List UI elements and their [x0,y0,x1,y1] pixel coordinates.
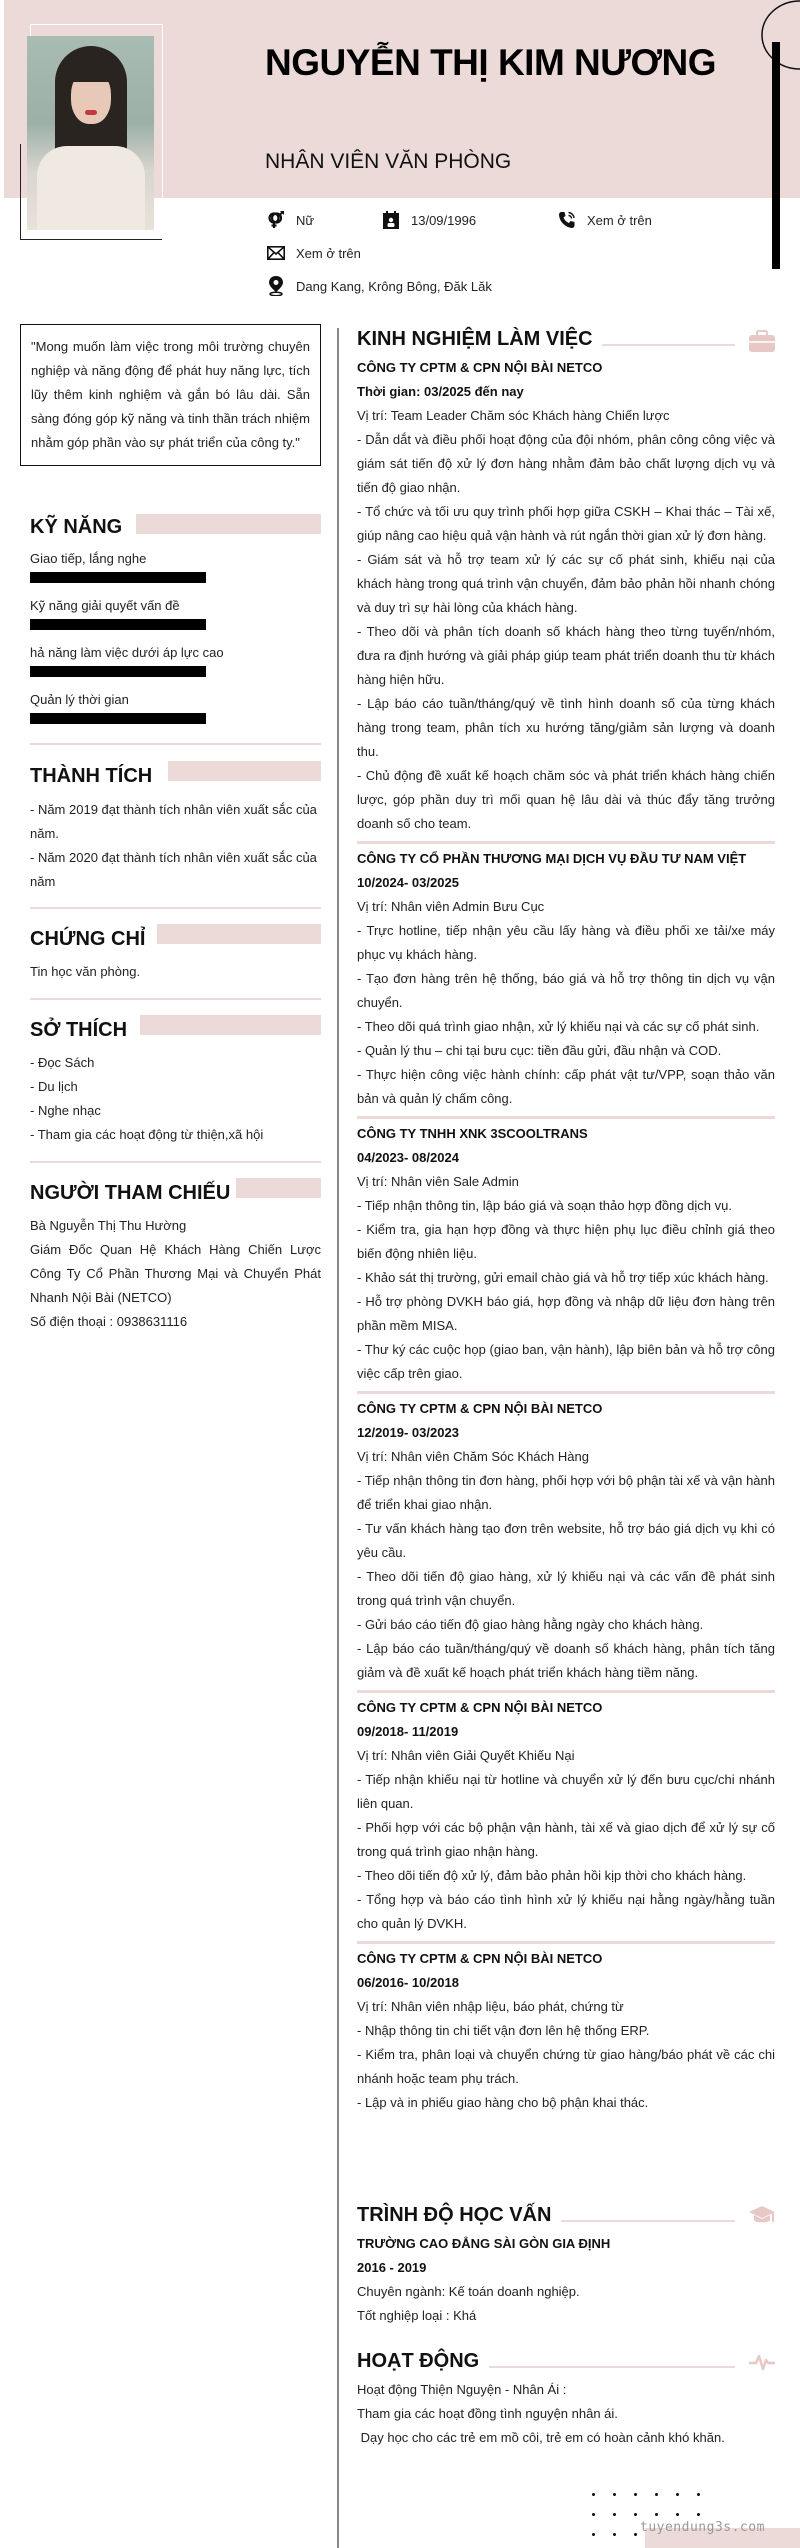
decorative-dot [634,2513,637,2516]
achievement-item: - Năm 2020 đạt thành tích nhân viên xuất sắc của năm [30,850,317,889]
decorative-vertical-bar [772,42,780,269]
job-duty: - Gửi báo cáo tiến độ giao hàng hằng ngày cho khách hàng. [357,1617,704,1632]
job-duty: - Quản lý thu – chi tại bưu cục: tiền đầu gửi, đầu nhận và COD. [357,1043,722,1058]
job-company: CÔNG TY CPTM & CPN NỘI BÀI NETCO [357,1951,603,1966]
phone-value: Xem ở trên [587,212,652,228]
job-duty: - Tiếp nhận thông tin đơn hàng, phối hợp với bộ phận tài xế và vận hành để triển khai giao nhận. [357,1473,775,1512]
education-section [357,2198,775,2328]
activities-title-line [489,2366,735,2368]
job-duty: - Lập báo cáo tuần/tháng/quý về doanh số khách hàng, phân tích tăng giảm và đề xuất kế hoạch phát triển khách hàng tiềm năng. [357,1641,775,1680]
section-divider [30,743,321,745]
skill-level-bar [30,713,206,724]
birthdate-info [381,210,476,230]
job-time: 12/2019- 03/2023 [357,1425,459,1440]
decorative-dot [592,2513,595,2516]
birthdate-value: 13/09/1996 [411,212,477,228]
activity-line: Tham gia các hoạt đồng tình nguyện nhân ái. [357,2406,618,2421]
activities-title: HOẠT ĐỘNG [357,2350,480,2372]
job-position: Vị trí: Nhân viên Chăm Sóc Khách Hàng [357,1449,589,1464]
education-time: 2016 - 2019 [357,2260,427,2275]
decorative-dot [676,2513,679,2516]
achievements-title-bar [168,761,321,781]
reference-name: Bà Nguyễn Thị Thu Hường [30,1218,187,1233]
decorative-dot [697,2493,700,2496]
watermark: tuyendung3s.com [640,2520,765,2535]
skill-level-fill [30,666,206,677]
achievement-item: - Năm 2019 đạt thành tích nhân viên xuất sắc của năm. [30,802,317,841]
candidate-role: NHÂN VIÊN VĂN PHÒNG [265,150,512,173]
job-duty: - Trực hotline, tiếp nhận yêu cầu lấy hàng và điều phối xe tải/xe máy phục vụ khách hàng. [357,923,775,962]
job-divider [357,1690,775,1693]
gender-icon [266,210,286,230]
job-duty: - Theo dõi và phân tích doanh số khách hàng theo từng tuyến/nhóm, đưa ra định hướng và giải pháp giúp team phát triển doanh thu từ khách hàng hiện hữu. [357,624,775,687]
job-entry [357,1696,775,1936]
decorative-dot [613,2513,616,2516]
skills-title: KỸ NĂNG [30,516,123,538]
section-divider [30,998,321,1000]
certificates-title: CHỨNG CHỈ [30,928,146,950]
job-divider [357,841,775,844]
job-duty: - Theo dõi tiến độ xử lý, đảm bảo phản hồi kịp thời cho khách hàng. [357,1868,747,1883]
decorative-dot [613,2493,616,2496]
decorative-dot [655,2513,658,2516]
skill-level-fill [30,572,206,583]
job-divider [357,1116,775,1119]
certificates-title-bar [157,924,321,944]
job-duty: - Khảo sát thị trường, gửi email chào giá và hỗ trợ tiếp xúc khách hàng. [357,1270,769,1285]
job-position: Vị trí: Nhân viên Giải Quyết Khiếu Nại [357,1748,575,1763]
job-duty: - Lập và in phiếu giao hàng cho bộ phận khai thác. [357,2095,649,2110]
job-time: 09/2018- 11/2019 [357,1724,459,1739]
hobby-item: - Đọc Sách [30,1055,95,1070]
career-objective: "Mong muốn làm việc trong môi trường chuyên nghiệp và năng động để phát huy năng lực, tích lũy thêm kinh nghiệm và gắn bó lâu dài. Sẵn sàng đóng góp kỹ năng và tinh thần trách nhiệm nhằm góp phần vào sự phát triển của công ty." [20,324,321,466]
hobbies-title: SỞ THÍCH [30,1019,128,1041]
skill-level-fill [30,619,206,630]
phone-info[interactable] [557,210,652,230]
job-divider [357,1941,775,1944]
job-position: Vị trí: Nhân viên Admin Bưu Cục [357,899,545,914]
job-company: CÔNG TY CPTM & CPN NỘI BÀI NETCO [357,360,603,375]
briefcase-icon [749,330,775,350]
experience-title-line [602,344,735,346]
job-duty: - Kiểm tra, gia hạn hợp đồng và thực hiện phụ lục điều chỉnh giá theo biến động nhiên liệu. [357,1222,775,1261]
section-divider [30,907,321,909]
education-title-line [561,2220,735,2222]
skill-level-bar [30,572,206,583]
job-duty: - Theo dõi tiến độ giao hàng, xử lý khiếu nại và các vấn đề phát sinh trong quá trình vận chuyển. [357,1569,775,1608]
job-duty: - Tổng hợp và báo cáo tình hình xử lý khiếu nại hằng ngày/hằng tuần cho quản lý DVKH. [357,1892,775,1931]
job-duty: - Theo dõi quá trình giao nhận, xử lý khiếu nại và các sự cố phát sinh. [357,1019,760,1034]
certificate-item: Tin học văn phòng. [30,964,141,979]
job-duty: - Tạo đơn hàng trên hệ thống, báo giá và hỗ trợ thông tin dịch vụ vận chuyển. [357,971,775,1010]
achievements-section [30,758,321,894]
skill-name: Quản lý thời gian [30,692,129,707]
section-divider [30,1161,321,1163]
decorative-dot [613,2533,616,2536]
skill-level-bar [30,666,206,677]
skill-level-bar [30,619,206,630]
job-duty: - Dẫn dắt và điều phối hoạt động của đội nhóm, phân công công việc và giám sát tiến độ xử lý đơn hàng nhằm đảm bảo chất lượng dịch vụ và tiến độ giao nhận. [357,432,775,495]
skill-name: Kỹ năng giải quyết vấn đề [30,598,180,613]
activity-line: Dạy học cho các trẻ em mồ côi, trẻ em có hoàn cảnh khó khăn. [357,2430,725,2445]
gender-info [266,210,314,230]
experience-section [357,322,775,2115]
hobby-item: - Du lịch [30,1079,78,1094]
job-duty: - Giám sát và hỗ trợ team xử lý các sự cố phát sinh, khiếu nại của khách hàng trong quá trình vận chuyển, đảm bảo phản hồi nhanh chóng và duy trì sự hài lòng của khách hàng. [357,552,775,615]
job-duty: - Kiểm tra, phân loại và chuyển chứng từ giao hàng/báo phát về các chi nhánh hoặc team phụ trách. [357,2047,775,2086]
decorative-dot [655,2493,658,2496]
envelope-icon [266,243,286,263]
achievements-title: THÀNH TÍCH [30,765,153,787]
decorative-dot [634,2533,637,2536]
job-duty: - Thực hiện công việc hành chính: cấp phát vật tư/VPP, soạn thảo văn bản và quản lý chấm công. [357,1067,775,1106]
decorative-dot [676,2493,679,2496]
skills-title-bar [136,514,321,534]
skill-level-fill [30,713,206,724]
job-company: CÔNG TY TNHH XNK 3SCOOLTRANS [357,1126,588,1141]
skill-name: hả năng làm việc dưới áp lực cao [30,645,224,660]
job-position: Vị trí: Nhân viên Sale Admin [357,1174,519,1189]
hobbies-section [30,1013,321,1147]
decorative-dot [592,2533,595,2536]
job-entry [357,1397,775,1685]
skills-list [30,548,321,724]
email-info[interactable] [266,243,361,263]
calendar-icon [381,210,401,230]
job-duty: - Tiếp nhận thông tin, lập báo giá và soạn thảo hợp đồng dịch vụ. [357,1198,732,1213]
graduation-cap-icon [749,2206,775,2226]
job-duty: - Tư vấn khách hàng tạo đơn trên website, hỗ trợ báo giá dịch vụ khi có yêu cầu. [357,1521,775,1560]
job-duty: - Tiếp nhận khiếu nại từ hotline và chuyển xử lý đến bưu cục/chi nhánh liên quan. [357,1772,775,1811]
education-grade: Tốt nghiệp loại : Khá [357,2308,477,2323]
skills-section [30,508,321,736]
candidate-name: NGUYỄN THỊ KIM NƯƠNG [265,42,717,83]
hobbies-title-bar [140,1015,321,1035]
reference-phone: Số điện thoại : 0938631116 [30,1314,188,1329]
email-value: Xem ở trên [296,245,361,261]
school-name: TRƯỜNG CAO ĐẲNG SÀI GÒN GIA ĐỊNH [357,2236,611,2251]
references-title-bar [236,1178,321,1198]
references-section [30,1176,321,1334]
job-position: Vị trí: Team Leader Chăm sóc Khách hàng Chiến lược [357,408,670,423]
job-position: Vị trí: Nhân viên nhập liệu, báo phát, chứng từ [357,1999,624,2014]
decorative-dot [634,2493,637,2496]
education-title: TRÌNH ĐỘ HỌC VẤN [357,2204,552,2226]
job-duty: - Phối hợp với các bộ phận vận hành, tài xế và giao dịch để xử lý sự cố trong quá trình giao nhận hàng. [357,1820,775,1859]
job-company: CÔNG TY CPTM & CPN NỘI BÀI NETCO [357,1700,603,1715]
job-duty: - Thư ký các cuộc họp (giao ban, vận hành), lập biên bản và hỗ trợ công việc cấp trên giao. [357,1342,775,1381]
job-time: 10/2024- 03/2025 [357,875,459,890]
job-company: CÔNG TY CPTM & CPN NỘI BÀI NETCO [357,1401,603,1416]
column-divider [337,328,339,2548]
experience-title: KINH NGHIỆM LÀM VIỆC [357,328,593,350]
job-time: Thời gian: 03/2025 đến nay [357,384,524,399]
activities-section [357,2344,775,2450]
phone-icon [557,210,577,230]
job-entry [357,847,775,1111]
hobby-item: - Nghe nhạc [30,1103,101,1118]
decorative-circle [760,0,800,70]
education-major: Chuyên ngành: Kế toán doanh nghiệp. [357,2284,580,2299]
address-value: Dang Kang, Krông Bông, Đăk Lăk [296,278,492,294]
job-entry [357,1947,775,2115]
activity-line: Hoạt động Thiện Nguyện - Nhân Ái : [357,2382,567,2397]
map-pin-icon [266,276,286,296]
job-duty: - Lập báo cáo tuần/tháng/quý về tình hình doanh số của từng khách hàng trong team, phân tích xu hướng tăng/giảm sản lượng và doanh thu. [357,696,775,759]
job-duty: - Chủ động đề xuất kế hoạch chăm sóc và phát triển khách hàng chiến lược, góp phần duy trì mối quan hệ lâu dài và thúc đẩy tăng trưởng doanh số cho team. [357,768,775,831]
reference-title: Giám Đốc Quan Hệ Khách Hàng Chiến Lược Công Ty Cổ Phần Thương Mại và Chuyển Phát Nhanh Nội Bài (NETCO) [30,1242,321,1305]
jobs-list [357,356,775,2115]
job-company: CÔNG TY CỔ PHẦN THƯƠNG MẠI DỊCH VỤ ĐẦU TƯ NAM VIỆT [357,851,747,866]
job-duty: - Hỗ trợ phòng DVKH báo giá, hợp đồng và nhập dữ liệu đơn hàng trên phần mềm MISA. [357,1294,775,1333]
gender-value: Nữ [296,212,315,228]
references-title: NGƯỜI THAM CHIẾU [30,1182,231,1204]
job-time: 04/2023- 08/2024 [357,1150,459,1165]
address-info [266,276,492,296]
job-duty: - Nhập thông tin chi tiết vận đơn lên hệ thống ERP. [357,2023,650,2038]
job-entry [357,1122,775,1386]
job-entry [357,356,775,836]
decorative-dot [592,2493,595,2496]
job-time: 06/2016- 10/2018 [357,1975,459,1990]
heartbeat-icon [749,2352,775,2372]
job-divider [357,1391,775,1394]
certificates-section [30,922,321,984]
decorative-dot [697,2513,700,2516]
profile-photo [27,36,154,230]
hobby-item: - Tham gia các hoạt động từ thiện,xã hội [30,1127,264,1142]
job-duty: - Tổ chức và tối ưu quy trình phối hợp giữa CSKH – Khai thác – Tài xế, giúp nâng cao hiệu quả vận hành và rút ngắn thời gian xử lý đơn hàng. [357,504,775,543]
skill-name: Giao tiếp, lắng nghe [30,551,147,566]
